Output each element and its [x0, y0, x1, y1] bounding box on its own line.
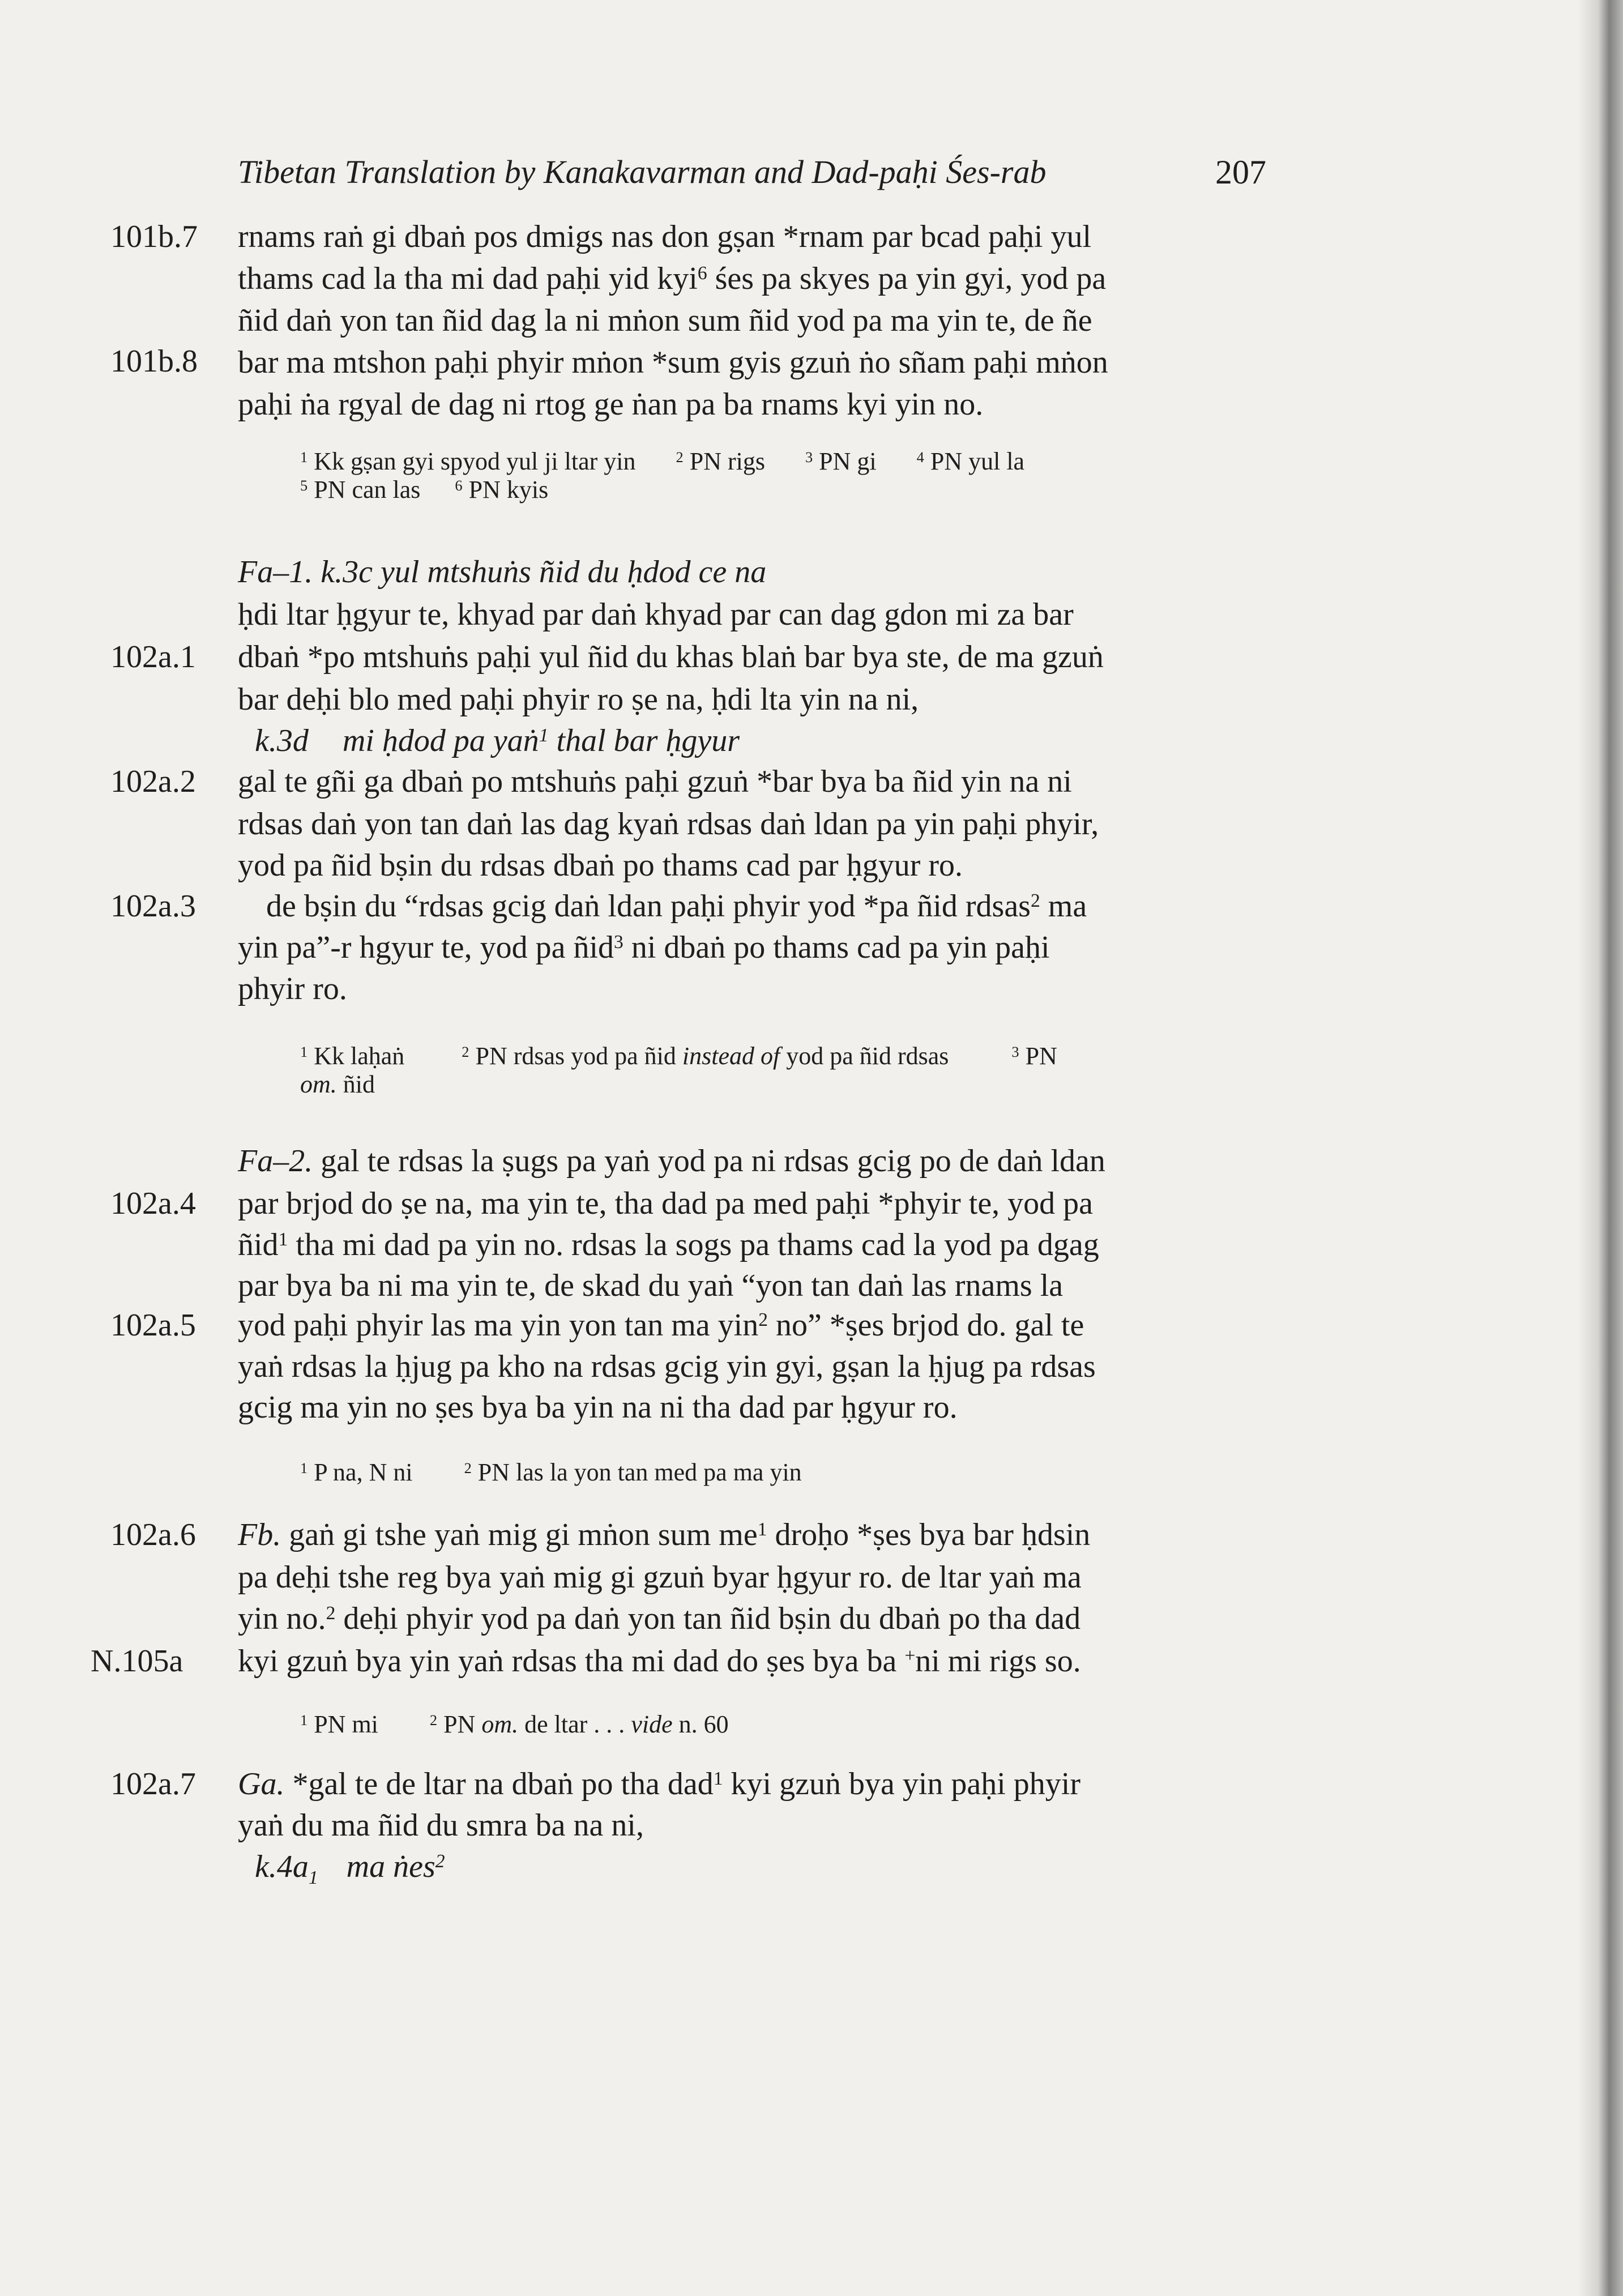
text-line: yod pa ñid bṣin du rdsas dbaṅ po thams cad par ḥgyur ro. — [238, 848, 963, 883]
verse-line: k.3d mi ḥdod pa yaṅ$^1$ thal bar ḥgyur — [255, 723, 740, 758]
text-line: yin no.$^2$ deḥi phyir yod pa daṅ yon tan ñid bṣin du dbaṅ po tha dad — [238, 1601, 1081, 1636]
footnote-line: $^1$ Kk gṣan gyi spyod yul ji ltar yin $^2$ PN rigs $^3$ PN gi $^4$ PN yul la — [300, 447, 1025, 475]
section-heading: Fb. — [238, 1517, 281, 1552]
folio-marker: 102a.7 — [110, 1766, 196, 1802]
folio-marker: 102a.5 — [110, 1308, 196, 1343]
footnote-line: $^5$ PN can las $^6$ PN kyis — [300, 476, 549, 503]
text-line: yaṅ rdsas la ḥjug pa kho na rdsas gcig yin gyi, gṣan la ḥjug pa rdsas — [238, 1349, 1096, 1384]
text-line: yaṅ du ma ñid du smra ba na ni, — [238, 1808, 644, 1843]
folio-marker: 102a.1 — [110, 639, 196, 675]
text-line: par bya ba ni ma yin te, de skad du yaṅ “yon tan daṅ las rnams la — [238, 1268, 1064, 1303]
footnote-line: $^1$ Kk laḥaṅ $^2$ PN rdsas yod pa ñid instead of yod pa ñid rdsas $^3$ PN — [300, 1042, 1057, 1070]
text-line: thams cad la tha mi dad paḥi yid kyi$^6$ śes pa skyes pa yin gyi, yod pa — [238, 261, 1107, 296]
text-line: yod paḥi phyir las ma yin yon tan ma yin$^2$ no” *ṣes brjod do. gal te — [238, 1308, 1084, 1343]
footnote-line: om. ñid — [300, 1070, 375, 1098]
text-line: yin pa”-r hgyur te, yod pa ñid$^3$ ni dbaṅ po thams cad pa yin paḥi — [238, 930, 1050, 965]
text-line: gal te gñi ga dbaṅ po mtshuṅs paḥi gzuṅ *bar bya ba ñid yin na ni — [238, 764, 1072, 799]
text-line: bar deḥi blo med paḥi phyir ro ṣe na, ḥdi lta yin na ni, — [238, 682, 919, 717]
text-line: phyir ro. — [238, 971, 347, 1006]
text-line: kyi gzuṅ bya yin yaṅ rdsas tha mi dad do ṣes bya ba +ni mi rigs so. — [238, 1644, 1081, 1679]
page-header — [238, 153, 1266, 198]
text-line: Ga. *gal te de ltar na dbaṅ po tha dad$^1$ kyi gzuṅ bya yin paḥi phyir — [238, 1766, 1080, 1802]
text-line: de bṣin du “rdsas gcig daṅ ldan paḥi phyir yod *pa ñid rdsas$^2$ ma — [266, 889, 1087, 924]
text-line: bar ma mtshon paḥi phyir mṅon *sum gyis gzuṅ ṅo sñam paḥi mṅon — [238, 345, 1108, 380]
section-heading: Fa–2. — [238, 1143, 313, 1179]
text-line: rdsas daṅ yon tan daṅ las dag kyaṅ rdsas daṅ ldan pa yin paḥi phyir, — [238, 806, 1099, 842]
book-spine-shadow — [1578, 0, 1623, 2296]
text-line: ñid daṅ yon tan ñid dag la ni mṅon sum ñid yod pa ma yin te, de ñe — [238, 303, 1092, 338]
footnote-line: $^1$ P na, N ni $^2$ PN las la yon tan med pa ma yin — [300, 1458, 802, 1486]
page-number: 207 — [1215, 153, 1266, 191]
text-line: dbaṅ *po mtshuṅs paḥi yul ñid du khas blaṅ bar bya ste, de ma gzuṅ — [238, 639, 1104, 675]
section-heading: Fa–1. k.3c yul mtshuṅs ñid du ḥdod ce na — [238, 554, 767, 590]
folio-marker: 102a.6 — [110, 1517, 196, 1552]
folio-marker: 101b.7 — [110, 219, 198, 254]
text-line: Fb. gaṅ gi tshe yaṅ mig gi mṅon sum $me^1$ droḥo *ṣes bya bar ḥdsin — [238, 1517, 1091, 1552]
text-line: pa deḥi tshe reg bya yaṅ mig gi gzuṅ byar ḥgyur ro. de ltar yaṅ ma — [238, 1560, 1082, 1595]
folio-marker: 101b.8 — [110, 344, 198, 379]
text-line: gcig ma yin no ṣes bya ba yin na ni tha dad par ḥgyur ro. — [238, 1390, 958, 1425]
folio-marker: N.105a — [91, 1644, 183, 1679]
text-line: par brjod do ṣe na, ma yin te, tha dad pa med paḥi *phyir te, yod pa — [238, 1186, 1094, 1221]
folio-marker: 102a.3 — [110, 889, 196, 924]
folio-marker: 102a.2 — [110, 764, 196, 799]
footnote-line: $^1$ PN mi $^2$ PN om. de ltar . . . vide n. 60 — [300, 1710, 729, 1738]
text-line: paḥi ṅa rgyal de dag ni rtog ge ṅan pa ba rnams kyi yin no. — [238, 387, 984, 422]
text-line: ḥdi ltar ḥgyur te, khyad par daṅ khyad par can dag gdon mi za bar — [238, 597, 1074, 632]
running-title: Tibetan Translation by Kanakavarman and Dad-paḥi Śes-rab — [238, 153, 1047, 190]
text-line: Fa–2. gal te rdsas la ṣugs pa yaṅ yod pa ni rdsas gcig po de daṅ ldan — [238, 1143, 1105, 1179]
folio-marker: 102a.4 — [110, 1186, 196, 1221]
text-line: rnams raṅ gi dbaṅ pos dmigs nas don gṣan *rnam par bcad paḥi yul — [238, 219, 1092, 254]
section-heading: Ga. — [238, 1766, 285, 1802]
verse-line: $k.4a_1$ ma ṅes$^2$ — [255, 1849, 445, 1889]
text-line: ñid$^1$ tha mi dad pa yin no. rdsas la sogs pa thams cad la yod pa dgag — [238, 1227, 1099, 1262]
